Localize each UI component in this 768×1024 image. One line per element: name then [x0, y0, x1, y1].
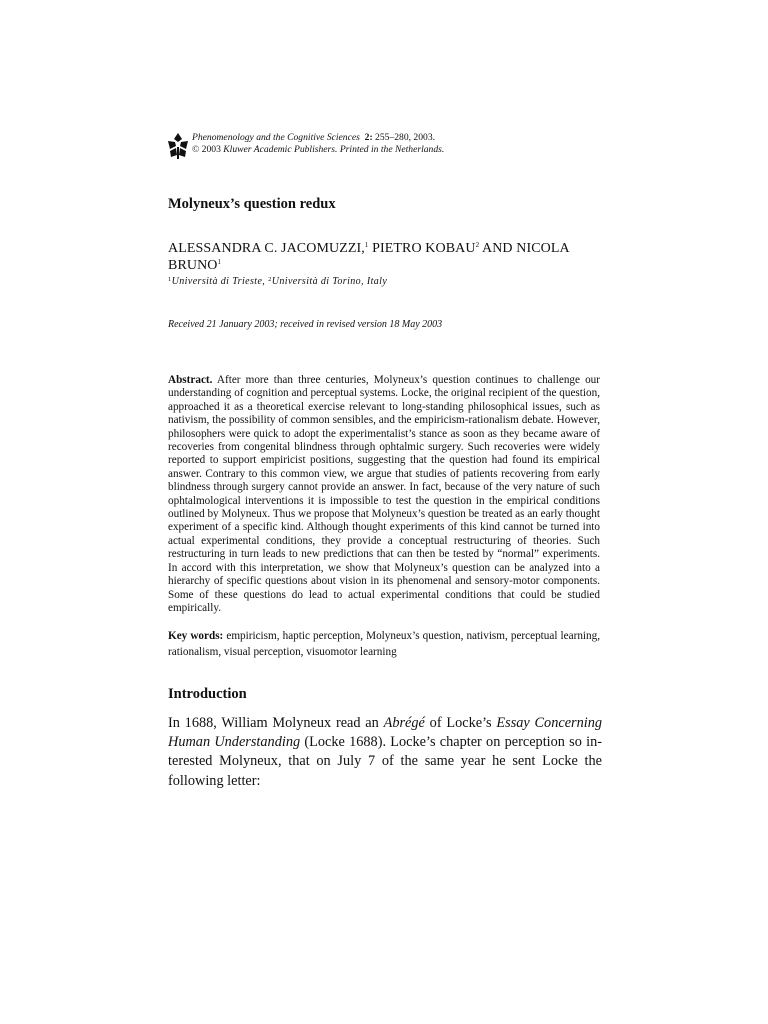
affiliation-mark: 2 — [475, 241, 480, 249]
keywords — [168, 629, 600, 660]
received-dates: Received 21 January 2003; received in revised version 18 May 2003 — [168, 319, 443, 330]
journal-volume: 2: — [364, 132, 373, 143]
journal-line-1 — [192, 132, 444, 144]
paper-title: Molyneux’s question redux — [168, 196, 336, 212]
affiliation-name: Università di Trieste, — [171, 276, 266, 287]
author-name: AND NICOLA BRUNO — [168, 241, 569, 273]
affiliation-mark: 1 — [217, 258, 222, 266]
copyright-text: Kluwer Academic Publishers. Printed in the Netherlands. — [223, 143, 445, 155]
affiliation-mark: 1 — [168, 276, 172, 283]
author-name: PIETRO KOBAU — [372, 241, 476, 256]
intro-text: of Locke’s — [429, 715, 492, 731]
affiliation-mark: 1 — [364, 241, 369, 249]
introduction-paragraph — [168, 714, 602, 791]
intro-text: In 1688, William Molyneux read an — [168, 715, 379, 731]
journal-line-2 — [192, 144, 444, 156]
copyright-year: © 2003 — [192, 143, 221, 155]
author-list — [168, 240, 608, 274]
journal-citation — [192, 132, 444, 155]
abrege-italic: Abrégé — [383, 715, 425, 731]
intro-text: (Locke 1688). Locke’s chapter on perception so interested Molyneux, that on July 7 of the same year he sent Locke the following letter: — [168, 734, 603, 789]
keywords-label: Key words: — [168, 630, 224, 642]
journal-pages: 255–280, 2003. — [375, 132, 436, 143]
author-name: ALESSANDRA C. JACOMUZZI, — [168, 241, 365, 256]
abstract-text: After more than three centuries, Molyneux’s question continues to challenge our understanding of cognition and perceptual systems. Locke, the original recipient of the question, approached it as a theoretical exercise relevant to long-standing philosophical issues, such as nativism, the possibility of common sensibles, and the empiricism-rationalism debate. However, philosophers were quick to adopt the experimentalist’s stance as soon as they became aware of recoveries from congenital blindness through ophtalmic surgery. Such recoveries were widely reported to support empiricist positions, suggesting that the question had found its empirical answer. Contrary to this common view, we argue that studies of patients recovering from early blindness through surgery cannot provide an answer. In fact, because of the very nature of such ophtalmological interventions it is impossible to test the question in the empirical conditions outlined by Molyneux. Thus we propose that Molyneux’s question be treated as an early thought experiment of a specific kind. Although thought experiments of this kind cannot be turned into actual experimental conditions, they provide a conceptual restructuring of theories. Such restructuring in turn leads to new predictions that can then be tested by “normal” experiments. In accord with this interpretation, we show that Molyneux’s question can be analyzed into a hierarchy of specific questions about vision in its phenomenal and sensory-motor components. Some of these questions do lead to actual experimental conditions that could be studied empirically. — [168, 374, 600, 614]
affiliation-mark: 2 — [268, 276, 272, 283]
abstract-label: Abstract. — [168, 374, 213, 386]
keywords-text: empiricism, haptic perception, Molyneux’s question, nativism, perceptual learning, rationalism, visual perception, visuomotor learning — [168, 630, 600, 658]
publisher-logo-icon — [168, 133, 188, 159]
affiliations — [168, 276, 387, 287]
section-heading-introduction: Introduction — [168, 686, 247, 702]
journal-name: Phenomenology and the Cognitive Sciences — [192, 132, 360, 143]
abstract — [168, 374, 600, 615]
affiliation-name: Università di Torino, Italy — [271, 276, 388, 287]
essay-title-italic: Essay Concerning Human Understanding — [168, 715, 603, 751]
